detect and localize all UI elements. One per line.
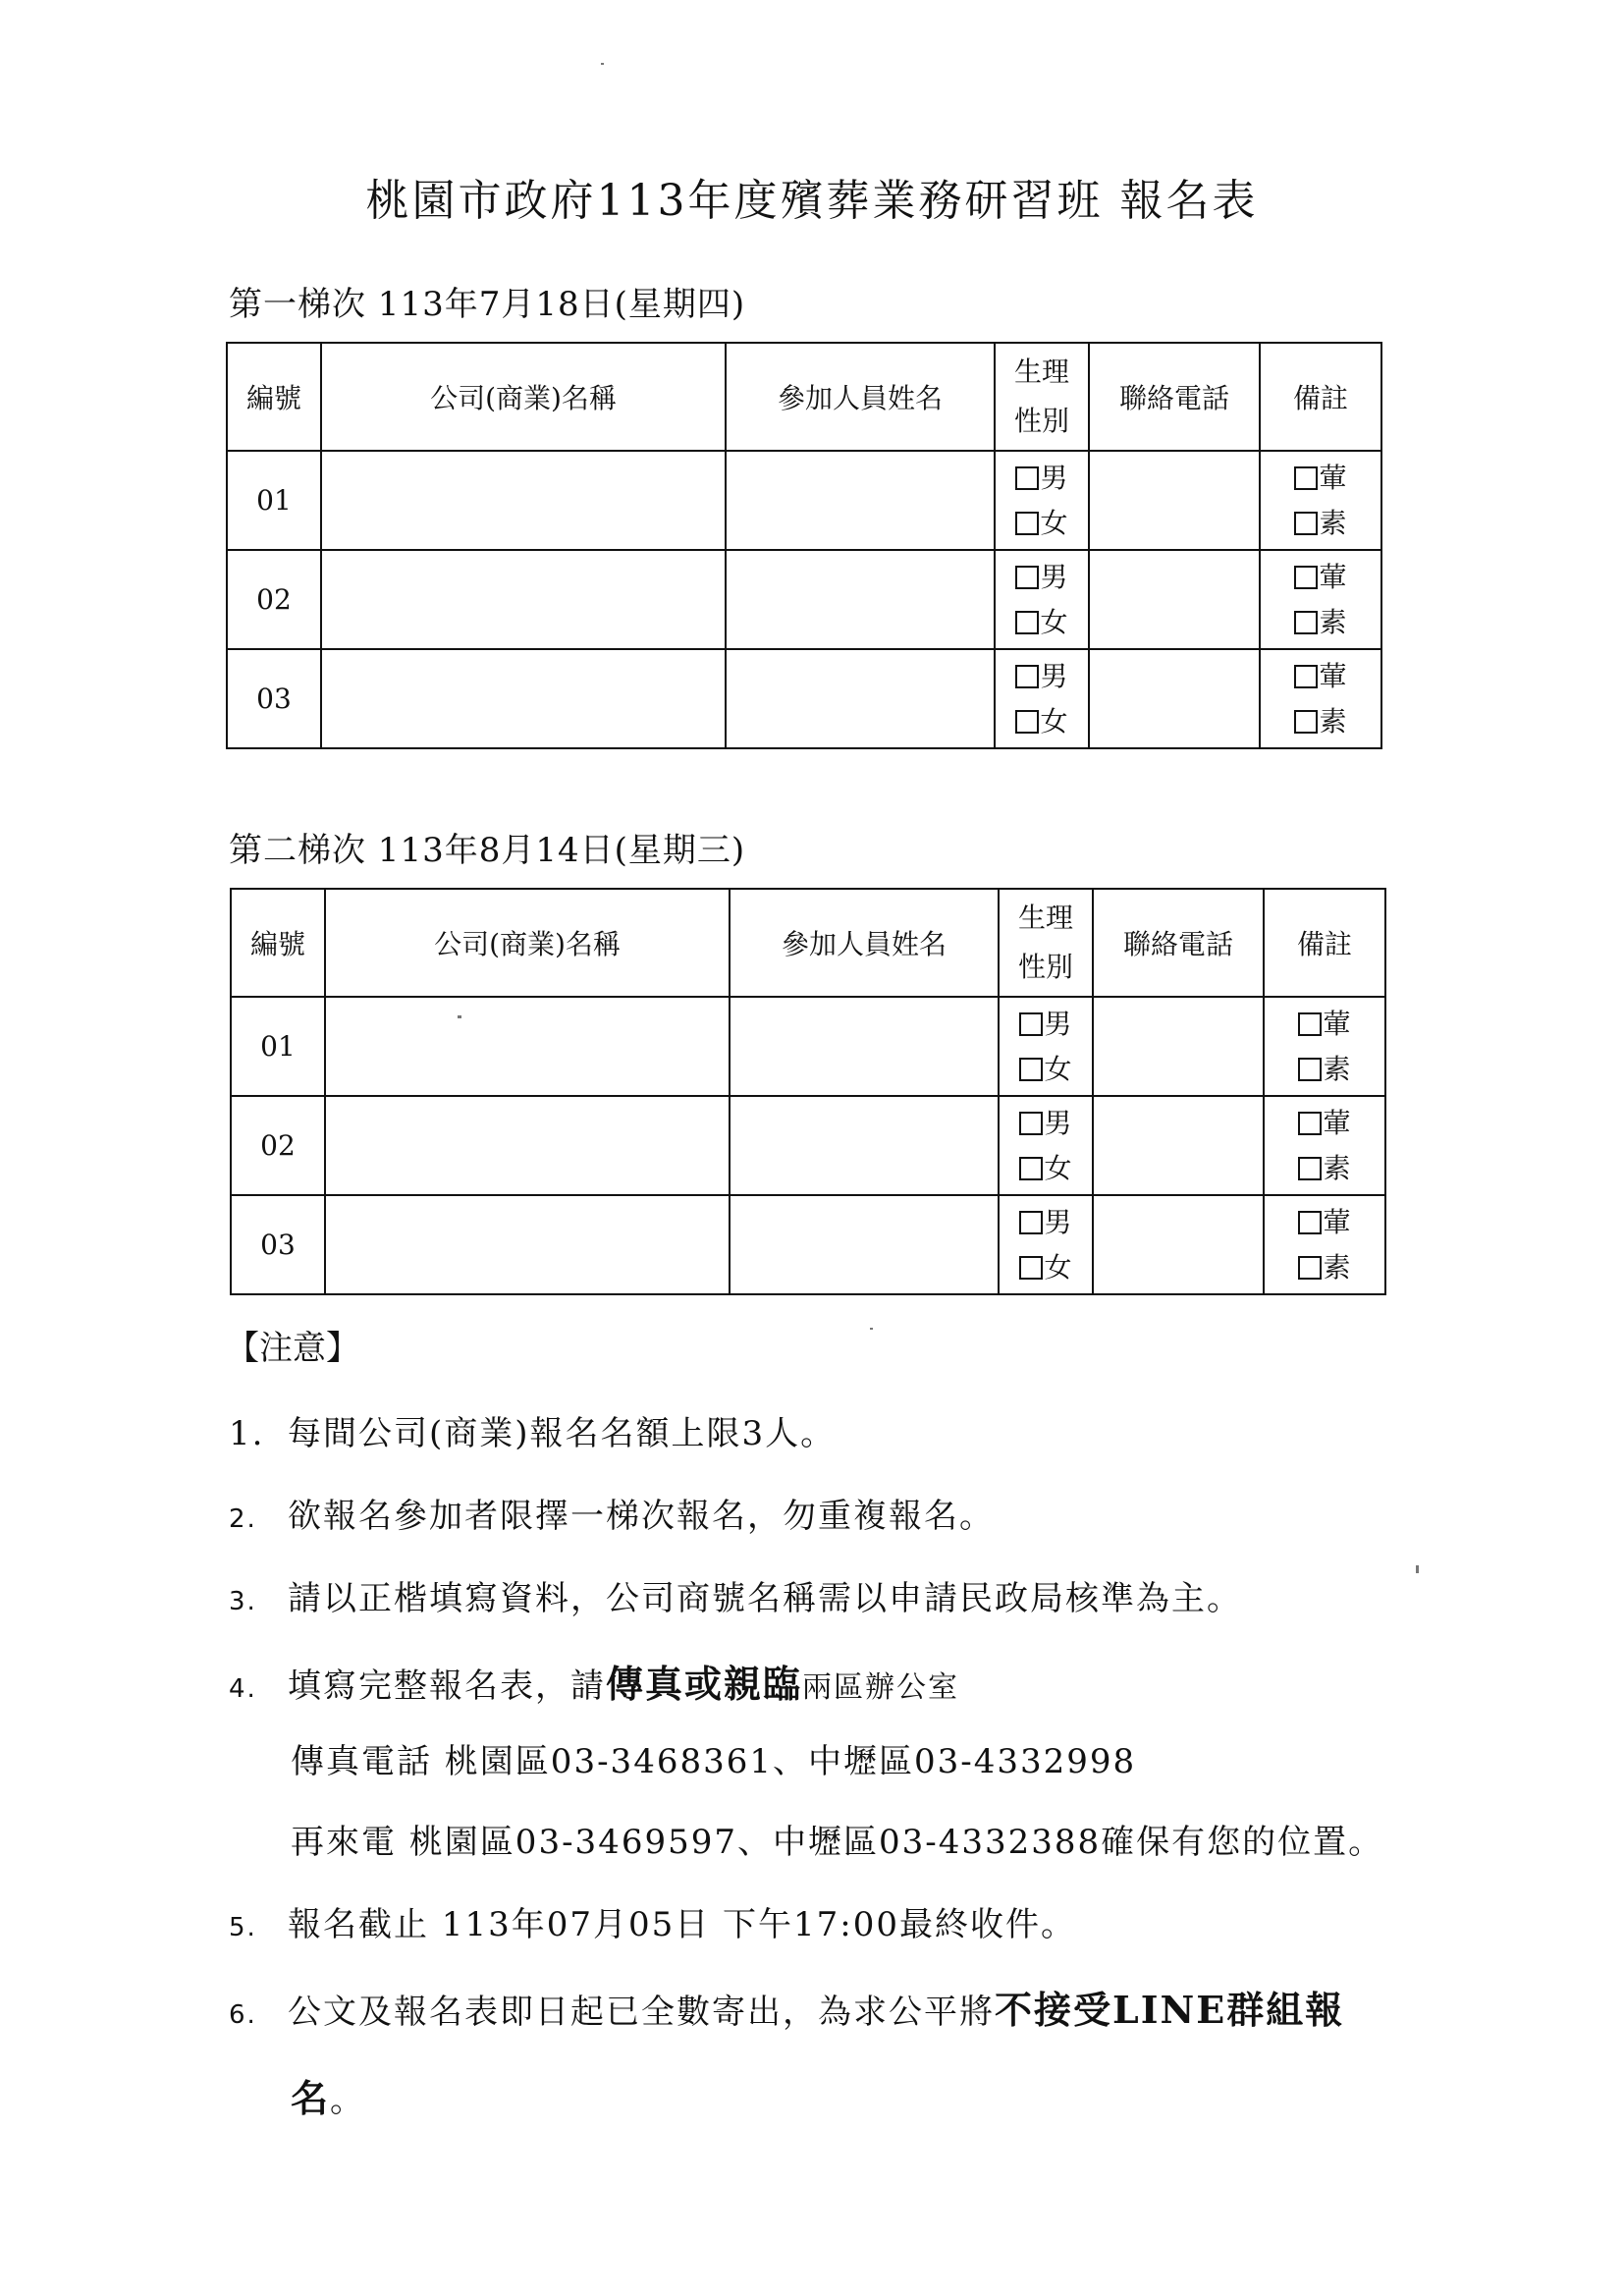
male-label: 男	[1044, 1007, 1072, 1040]
checkbox-icon	[1019, 1211, 1043, 1234]
notice-text: 每間公司(商業)報名名額上限3人。	[288, 1414, 837, 1453]
checkbox-icon	[1019, 1256, 1043, 1280]
table-row	[231, 997, 1385, 1096]
notice-item-4	[229, 1654, 959, 1708]
diet-options	[1264, 1195, 1385, 1294]
veg-option[interactable]	[1261, 699, 1380, 744]
checkbox-icon	[1294, 665, 1318, 688]
female-label: 女	[1040, 704, 1068, 738]
company-field[interactable]	[325, 997, 730, 1096]
notice-text: 。	[330, 2081, 366, 2120]
header-remarks: 備註	[1260, 343, 1381, 451]
male-option[interactable]	[996, 456, 1088, 501]
veg-label: 素	[1323, 1151, 1351, 1184]
checkbox-icon	[1294, 566, 1318, 589]
header-remarks: 備註	[1264, 889, 1385, 997]
header-attendee: 參加人員姓名	[726, 343, 995, 451]
notice-number: 2.	[229, 1504, 257, 1534]
female-option[interactable]	[996, 600, 1088, 645]
male-option[interactable]	[996, 555, 1088, 600]
sex-options	[999, 1096, 1093, 1195]
phone-field[interactable]	[1089, 451, 1260, 550]
company-field[interactable]	[321, 451, 726, 550]
attendee-field[interactable]	[726, 451, 995, 550]
scan-speck	[1416, 1565, 1419, 1573]
checkbox-icon	[1019, 1157, 1043, 1180]
header-number: 編號	[227, 343, 321, 451]
meat-label: 葷	[1319, 659, 1347, 692]
checkbox-icon	[1294, 710, 1318, 734]
meat-label: 葷	[1319, 461, 1347, 494]
notice-number: 4.	[229, 1674, 257, 1704]
fax-line: 傳真電話 桃園區03-3468361、中壢區03-4332998	[291, 1742, 1137, 1781]
meat-option[interactable]	[1265, 1200, 1384, 1245]
notice-emphasis: 名	[291, 2076, 331, 2120]
checkbox-icon	[1294, 611, 1318, 634]
checkbox-icon	[1019, 1112, 1043, 1135]
diet-options	[1264, 997, 1385, 1096]
female-label: 女	[1044, 1052, 1072, 1085]
company-field[interactable]	[325, 1195, 730, 1294]
notice-text: 填寫完整報名表，請	[288, 1667, 606, 1706]
diet-options	[1260, 550, 1381, 649]
notice-number: 1.	[229, 1414, 265, 1453]
form-title: 桃園市政府113年度殯葬業務研習班 報名表	[365, 176, 1259, 226]
header-sex	[999, 889, 1093, 997]
header-sex	[995, 343, 1089, 451]
meat-label: 葷	[1319, 560, 1347, 593]
female-label: 女	[1044, 1151, 1072, 1184]
female-option[interactable]	[996, 699, 1088, 744]
veg-option[interactable]	[1265, 1047, 1384, 1092]
sex-options	[995, 451, 1089, 550]
checkbox-icon	[1298, 1058, 1322, 1081]
header-phone: 聯絡電話	[1093, 889, 1264, 997]
meat-option[interactable]	[1265, 1101, 1384, 1146]
company-field[interactable]	[325, 1096, 730, 1195]
session-2-table	[230, 888, 1386, 1295]
call-line: 再來電 桃園區03-3469597、中壢區03-4332388確保有您的位置。	[291, 1823, 1384, 1862]
checkbox-icon	[1298, 1157, 1322, 1180]
female-option[interactable]	[996, 501, 1088, 546]
header-company: 公司(商業)名稱	[321, 343, 726, 451]
male-option[interactable]	[996, 654, 1088, 699]
checkbox-icon	[1294, 466, 1318, 490]
table-row	[227, 550, 1381, 649]
male-option[interactable]	[1000, 1002, 1092, 1047]
company-field[interactable]	[321, 550, 726, 649]
meat-option[interactable]	[1261, 456, 1380, 501]
row-number: 02	[231, 1096, 325, 1195]
veg-label: 素	[1319, 605, 1347, 638]
notice-item-5	[229, 1897, 1076, 1945]
phone-field[interactable]	[1093, 1096, 1264, 1195]
checkbox-icon	[1298, 1211, 1322, 1234]
checkbox-icon	[1015, 566, 1039, 589]
notice-number: 6.	[229, 2000, 257, 2030]
checkbox-icon	[1015, 611, 1039, 634]
female-option[interactable]	[1000, 1047, 1092, 1092]
notice-text: 欲報名參加者限擇一梯次報名，勿重複報名。	[288, 1497, 995, 1536]
attendee-field[interactable]	[730, 1195, 999, 1294]
veg-label: 素	[1323, 1052, 1351, 1085]
checkbox-icon	[1298, 1112, 1322, 1135]
male-option[interactable]	[1000, 1200, 1092, 1245]
diet-options	[1260, 451, 1381, 550]
male-label: 男	[1040, 560, 1068, 593]
session-1-label: 第一梯次 113年7月18日(星期四)	[229, 285, 746, 324]
veg-option[interactable]	[1265, 1146, 1384, 1191]
notice-heading: 【注意】	[226, 1329, 359, 1368]
scan-speck	[458, 1015, 461, 1018]
sex-options	[999, 1195, 1093, 1294]
diet-options	[1260, 649, 1381, 748]
male-label: 男	[1040, 659, 1068, 692]
veg-label: 素	[1319, 704, 1347, 738]
header-number: 編號	[231, 889, 325, 997]
notice-number: 5.	[229, 1913, 257, 1942]
phone-field[interactable]	[1093, 997, 1264, 1096]
male-option[interactable]	[1000, 1101, 1092, 1146]
diet-options	[1264, 1096, 1385, 1195]
female-option[interactable]	[1000, 1146, 1092, 1191]
header-company: 公司(商業)名稱	[325, 889, 730, 997]
notice-emphasis: 不接受LINE群組報	[995, 1988, 1345, 2032]
row-number: 01	[231, 997, 325, 1096]
male-label: 男	[1040, 461, 1068, 494]
female-option[interactable]	[1000, 1245, 1092, 1290]
table-row	[227, 649, 1381, 748]
company-field[interactable]	[321, 649, 726, 748]
checkbox-icon	[1015, 710, 1039, 734]
scan-speck	[870, 1328, 873, 1330]
veg-label: 素	[1323, 1250, 1351, 1284]
header-sex-line1: 生理	[1013, 355, 1069, 388]
meat-label: 葷	[1323, 1007, 1351, 1040]
female-label: 女	[1044, 1250, 1072, 1284]
phone-field[interactable]	[1089, 649, 1260, 748]
checkbox-icon	[1298, 1012, 1322, 1036]
phone-field[interactable]	[1089, 550, 1260, 649]
session-1-table	[226, 342, 1382, 749]
male-label: 男	[1044, 1205, 1072, 1238]
veg-label: 素	[1319, 506, 1347, 539]
checkbox-icon	[1019, 1058, 1043, 1081]
notice-item-1	[229, 1406, 836, 1454]
veg-option[interactable]	[1261, 501, 1380, 546]
notice-text: 請以正楷填寫資料，公司商號名稱需以申請民政局核準為主。	[288, 1579, 1242, 1618]
row-number: 01	[227, 451, 321, 550]
notice-emphasis: 傳真或親臨	[606, 1662, 803, 1706]
row-number: 03	[231, 1195, 325, 1294]
session-2-label: 第二梯次 113年8月14日(星期三)	[229, 831, 746, 870]
meat-option[interactable]	[1261, 555, 1380, 600]
checkbox-icon	[1015, 665, 1039, 688]
row-number: 02	[227, 550, 321, 649]
meat-option[interactable]	[1261, 654, 1380, 699]
checkbox-icon	[1294, 512, 1318, 535]
header-sex-line2: 性別	[1017, 951, 1073, 983]
scan-speck	[601, 63, 604, 65]
attendee-field[interactable]	[726, 550, 995, 649]
notice-item-3	[229, 1571, 1242, 1619]
header-sex-line2: 性別	[1013, 405, 1069, 437]
female-label: 女	[1040, 506, 1068, 539]
checkbox-icon	[1015, 466, 1039, 490]
attendee-field[interactable]	[726, 649, 995, 748]
table-row	[231, 1096, 1385, 1195]
attendee-field[interactable]	[730, 1096, 999, 1195]
header-sex-line1: 生理	[1017, 902, 1073, 934]
checkbox-icon	[1015, 512, 1039, 535]
header-attendee: 參加人員姓名	[730, 889, 999, 997]
notice-number: 3.	[229, 1587, 257, 1616]
sex-options	[999, 997, 1093, 1096]
female-label: 女	[1040, 605, 1068, 638]
table-row	[227, 451, 1381, 550]
checkbox-icon	[1298, 1256, 1322, 1280]
row-number: 03	[227, 649, 321, 748]
header-phone: 聯絡電話	[1089, 343, 1260, 451]
notice-text: 公文及報名表即日起已全數寄出，為求公平將	[288, 1993, 995, 2032]
meat-option[interactable]	[1265, 1002, 1384, 1047]
notice-text: 報名截止 113年07月05日 下午17:00最終收件。	[288, 1905, 1077, 1944]
male-label: 男	[1044, 1106, 1072, 1139]
veg-option[interactable]	[1265, 1245, 1384, 1290]
phone-field[interactable]	[1093, 1195, 1264, 1294]
table-row	[231, 1195, 1385, 1294]
notice-item-6-cont	[291, 2068, 365, 2122]
notice-item-2	[229, 1489, 995, 1537]
attendee-field[interactable]	[730, 997, 999, 1096]
meat-label: 葷	[1323, 1205, 1351, 1238]
sex-options	[995, 649, 1089, 748]
checkbox-icon	[1019, 1012, 1043, 1036]
notice-item-6	[229, 1980, 1344, 2034]
veg-option[interactable]	[1261, 600, 1380, 645]
sex-options	[995, 550, 1089, 649]
meat-label: 葷	[1323, 1106, 1351, 1139]
notice-text: 兩區辦公室	[802, 1670, 960, 1705]
